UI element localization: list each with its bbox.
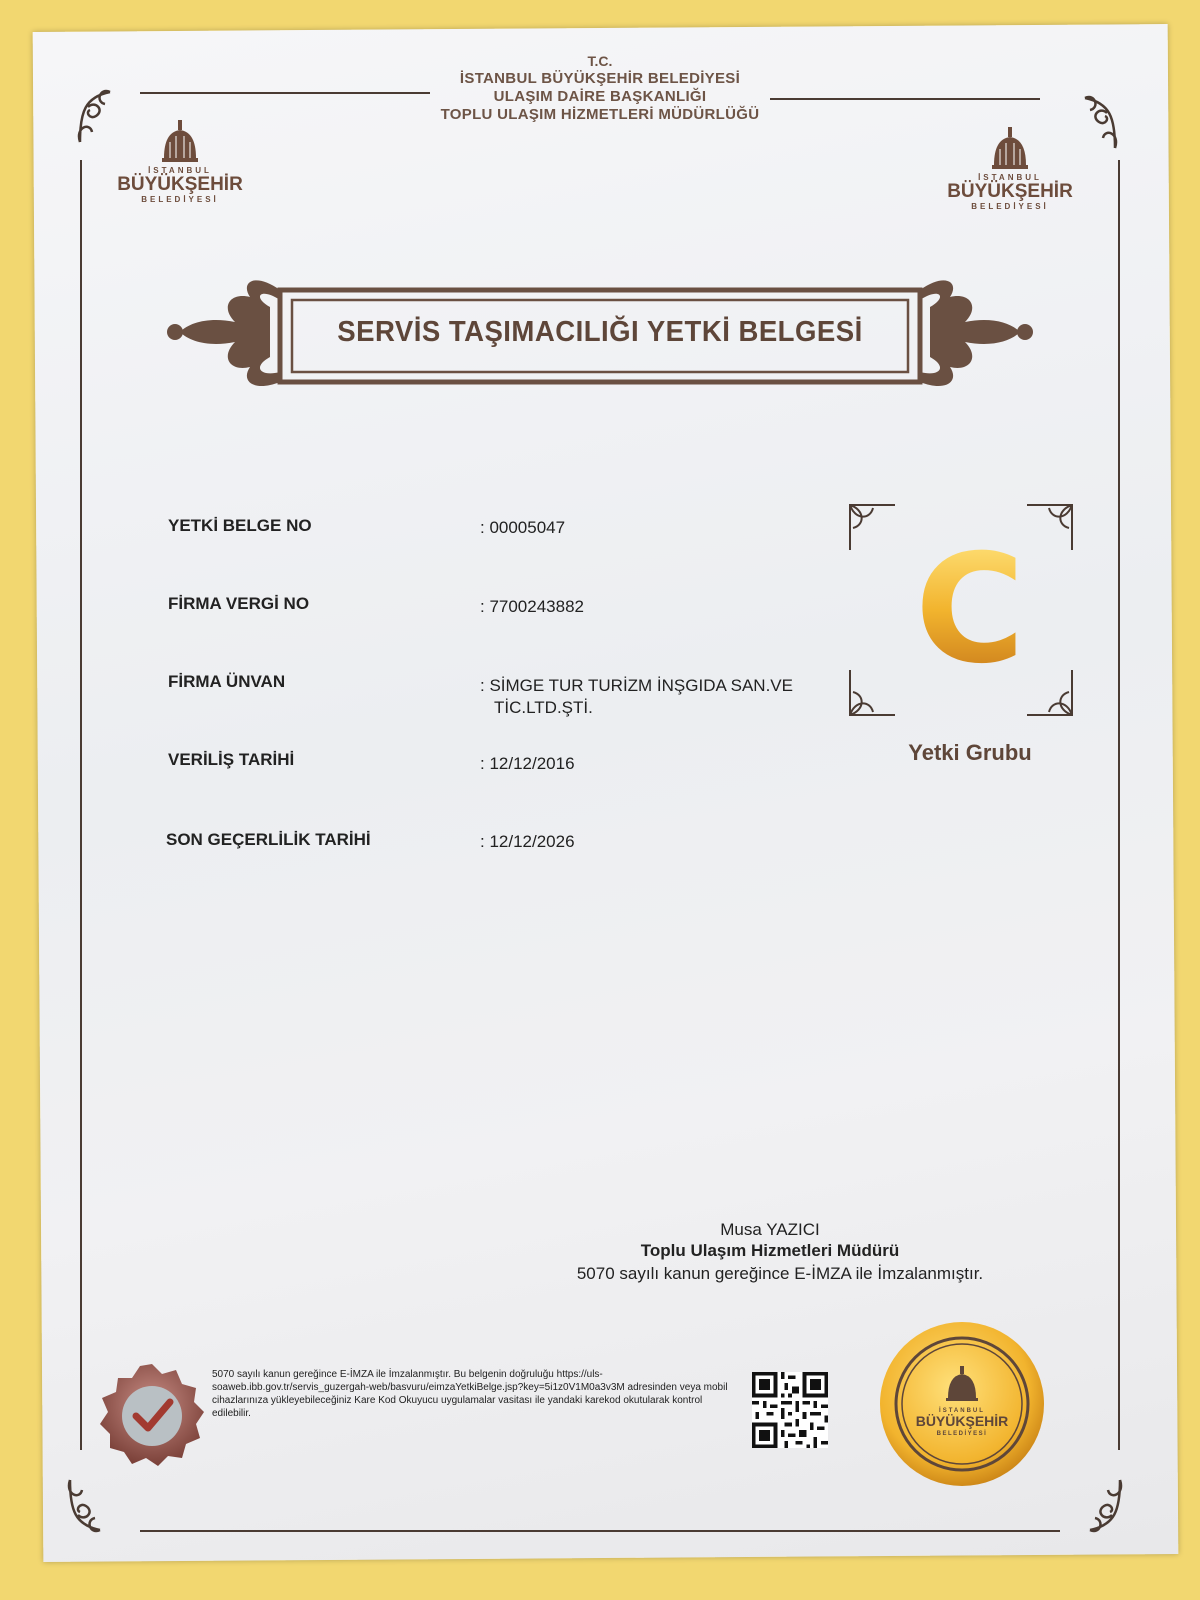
logo-bottom-text: BELEDİYESİ <box>971 202 1049 211</box>
ibb-logo-left <box>105 118 255 204</box>
field-label-vergi-no: FİRMA VERGİ NO <box>168 594 310 613</box>
signature-note: 5070 sayılı kanun gereğince E-İMZA ile İmzalanmıştır. <box>576 1264 984 1283</box>
svg-text:BÜYÜKŞEHİR: BÜYÜKŞEHİR <box>915 1413 1009 1429</box>
frame-left-line <box>80 160 82 1450</box>
group-caption: Yetki Grubu <box>908 740 1032 765</box>
field-value-verilis-tarihi: : 12/12/2016 <box>480 754 575 773</box>
signer-name: Musa YAZICI <box>720 1220 820 1239</box>
svg-text:İSTANBUL: İSTANBUL <box>939 1408 985 1414</box>
header-municipality: İSTANBUL BÜYÜKŞEHİR BELEDİYESİ <box>459 70 741 87</box>
field-label-verilis-tarihi: VERİLİŞ TARİHİ <box>168 750 295 769</box>
frame-right-line <box>1118 160 1120 1450</box>
verification-note: 5070 sayılı kanun gereğince E-İMZA ile İmzalanmıştır. Bu belgenin doğruluğu https://uls-soaweb.ibb.gov.tr/servis_guzergah-web/basvuru/eimzaYetkiBelge.jsp?key=5i1z0V1M0a3v3M adresinden veya mobil cihazlarınıza yükleyebileceğiniz Kare Kod Okuyucu uygulamalar vasitası ile yandaki karekod okutularak kontrol edilebilir. <box>212 1369 728 1419</box>
frame-bottom-line <box>140 1530 1060 1532</box>
signer-title: Toplu Ulaşım Hizmetleri Müdürü <box>640 1241 900 1260</box>
document-title: SERVİS TAŞIMACILIĞI YETKİ BELGESİ <box>337 316 863 348</box>
verified-check-icon <box>96 1360 208 1472</box>
ibb-gold-seal <box>878 1320 1046 1488</box>
field-value-belge-no: : 00005047 <box>480 518 566 537</box>
field-value-firma-unvan: : SİMGE TUR TURİZM İNŞGIDA SAN.VE <box>480 676 793 695</box>
group-letter: C <box>905 535 1035 685</box>
header-department: ULAŞIM DAİRE BAŞKANLIĞI <box>493 88 707 105</box>
header-directorate: TOPLU ULAŞIM HİZMETLERİ MÜDÜRLÜĞÜ <box>440 106 760 123</box>
issuer-header <box>380 52 820 124</box>
field-label-firma-unvan: FİRMA ÜNVAN <box>168 672 286 691</box>
field-value-son-gecerlilik: : 12/12/2026 <box>480 832 575 851</box>
logo-main-text: BÜYÜKŞEHİR <box>947 181 1073 202</box>
field-label-son-gecerlilik: SON GEÇERLİLİK TARİHİ <box>166 830 371 849</box>
ibb-logo-right <box>935 125 1085 211</box>
field-value-firma-unvan-line2: TİC.LTD.ŞTİ. <box>494 698 593 717</box>
logo-main-text: BÜYÜKŞEHİR <box>117 174 243 195</box>
svg-text:BELEDİYESİ: BELEDİYESİ <box>936 1431 988 1437</box>
logo-top-text: İSTANBUL <box>148 166 212 175</box>
qr-code-icon[interactable] <box>752 1372 828 1448</box>
logo-top-text: İSTANBUL <box>978 173 1042 182</box>
mosque-dome-icon <box>988 125 1032 173</box>
field-value-vergi-no: : 7700243882 <box>480 597 584 616</box>
mosque-dome-icon <box>158 118 202 166</box>
corner-ornament-bottom-right <box>1060 1470 1130 1540</box>
corner-ornament-bottom-left <box>60 1470 130 1540</box>
logo-bottom-text: BELEDİYESİ <box>141 195 219 204</box>
field-label-belge-no: YETKİ BELGE NO <box>168 516 312 535</box>
header-tc: T.C. <box>587 53 613 69</box>
